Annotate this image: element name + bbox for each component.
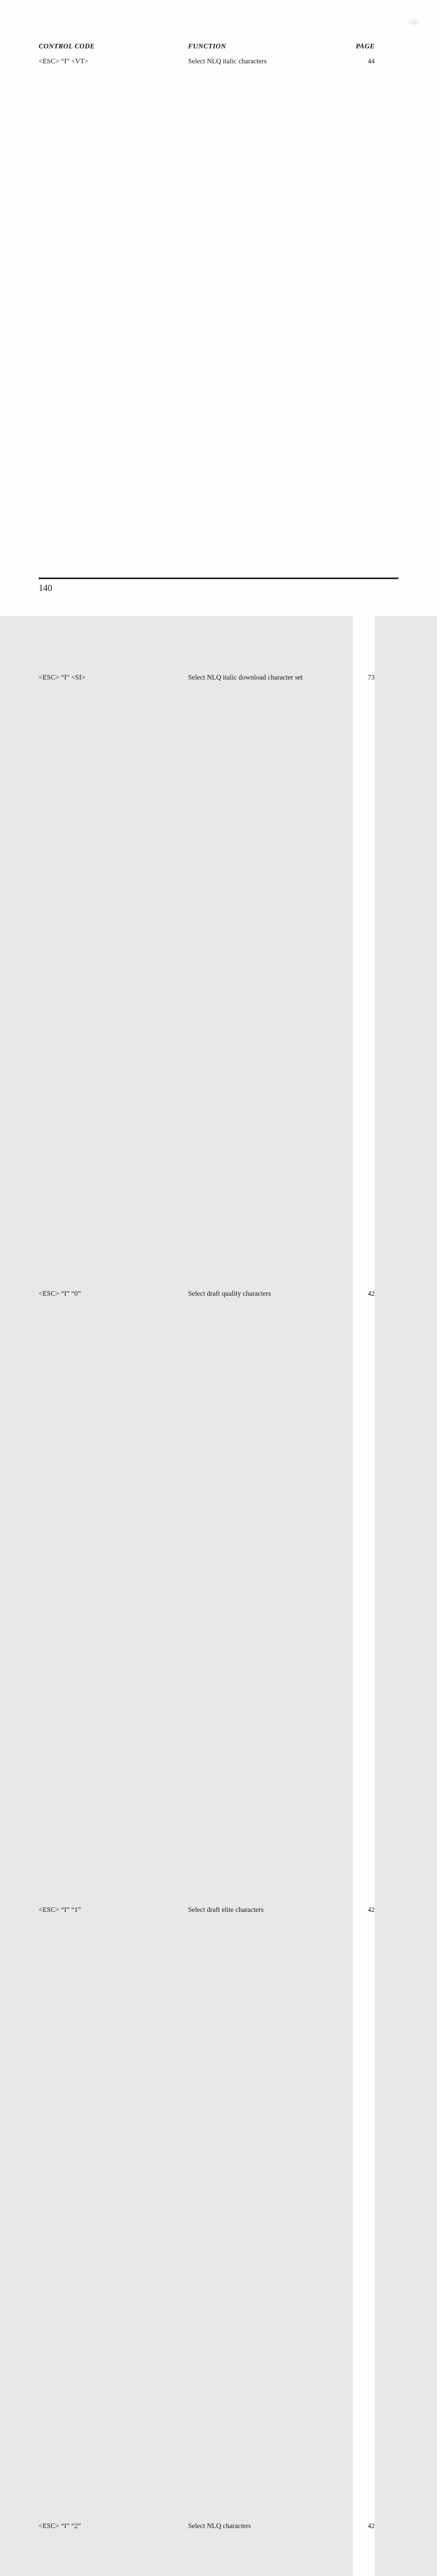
page-cell: 42 — [353, 1906, 375, 2522]
function-cell: Select draft elite characters — [188, 1906, 264, 1913]
function-cell: Select NLQ italic characters — [188, 57, 267, 65]
table-row — [39, 2522, 375, 2576]
header-function: FUNCTION — [188, 42, 226, 50]
control-code-cell: <ESC> “I” “0” — [39, 1290, 81, 1297]
code-table-rows — [39, 57, 375, 2576]
function-cell: Select NLQ italic download character set — [188, 673, 303, 681]
control-code-table — [39, 42, 375, 2576]
page-cell: 44 — [353, 57, 375, 673]
control-code-cell: <ESC> “I” “2” — [39, 2522, 81, 2530]
footer-rule — [39, 578, 398, 579]
page-number: 140 — [39, 583, 53, 593]
control-code-cell: <ESC> “I” “1” — [39, 1906, 81, 1913]
table-row — [39, 57, 375, 673]
control-code-cell: <ESC> “I” <SI> — [39, 673, 86, 681]
function-cell: Select draft quality characters — [188, 1290, 271, 1297]
page-cell: 73 — [353, 673, 375, 1290]
page-cell: 42 — [353, 1290, 375, 1906]
header-control-code: CONTROL CODE — [39, 42, 95, 50]
scan-smudge — [408, 18, 422, 27]
table-row — [39, 673, 375, 1290]
table-row — [39, 1906, 375, 2522]
table-header — [39, 42, 375, 50]
page-cell: 42 — [353, 2522, 375, 2576]
header-page: PAGE — [356, 42, 375, 50]
function-cell: Select NLQ characters — [188, 2522, 251, 2530]
control-code-cell: <ESC> “I” <VT> — [39, 57, 89, 65]
table-row — [39, 1290, 375, 1906]
